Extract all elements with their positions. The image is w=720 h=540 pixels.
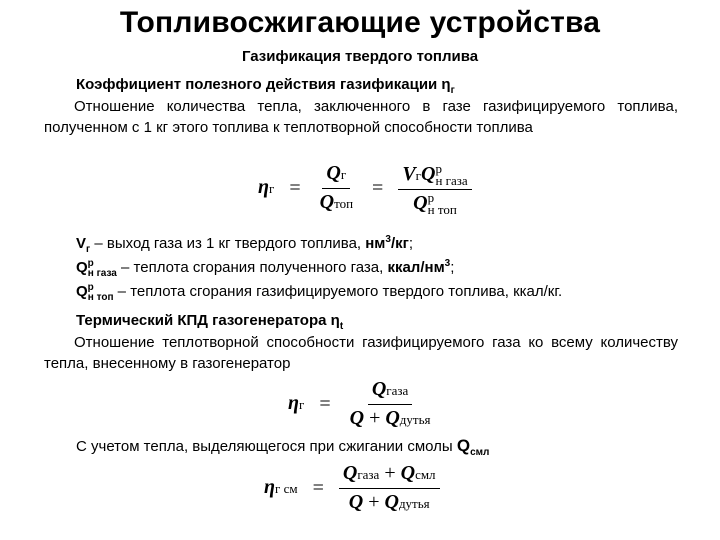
f3-eta-sub: г см (274, 481, 298, 497)
f1-q-fuel-lhv-sub: н топ (427, 202, 457, 218)
def-symbol: V (76, 235, 87, 252)
f2-eta: η (288, 392, 299, 415)
f3-plus-1: + (384, 462, 396, 484)
f3-q-blast: Q (384, 491, 399, 513)
def-text: – теплота сгорания газифицируемого твердого топлива, ккал/кг. (113, 283, 563, 300)
thermal-efficiency-heading-sub: t (339, 321, 344, 332)
f1-q-gas: Q (326, 162, 341, 184)
f2-q-gas: Q (371, 378, 387, 400)
def-symbol-sup: р (87, 282, 94, 293)
f3-q-gas-sub: газа (357, 467, 380, 482)
definition-v-gas (76, 234, 413, 255)
thermal-efficiency-heading-text: Термический КПД газогенератора η (76, 312, 340, 329)
f1-fraction-1 (316, 160, 357, 217)
definition-q-fuel (76, 282, 562, 303)
f1-q-gas-lhv: Q (421, 162, 436, 185)
f1-v-gas-sub: г (415, 167, 421, 183)
tar-heat-note (76, 436, 489, 458)
def-unit-sup: 3 (385, 234, 391, 245)
formula-thermal-efficiency (288, 376, 435, 433)
f1-fraction-2 (398, 161, 471, 216)
tar-heat-symbol-sub: смл (470, 447, 490, 458)
def-symbol-sub: г (86, 244, 91, 255)
def-after: ; (450, 259, 455, 276)
f2-q-blast: Q (385, 407, 400, 429)
thermal-efficiency-definition (44, 332, 678, 374)
thermal-efficiency-heading (76, 312, 343, 332)
f3-q-blast-sub: дутья (398, 496, 430, 511)
f3-q-tar-sub: смл (415, 467, 436, 482)
def-symbol-sub: н газа (87, 268, 117, 279)
def-symbol-sup: р (87, 258, 94, 269)
def-unit: нм (365, 235, 386, 252)
f1-equals-1: = (289, 177, 301, 199)
efficiency-definition (44, 96, 678, 138)
f1-eta: η (258, 176, 269, 199)
formula-gasification-efficiency (258, 160, 472, 217)
f2-q: Q (349, 407, 365, 429)
def-text: – теплота сгорания полученного газа, (116, 259, 388, 276)
efficiency-heading-sub: г (450, 85, 455, 96)
f1-q-fuel-lhv: Q (413, 191, 428, 214)
f1-q-gas-lhv-sub: н газа (435, 173, 468, 189)
f3-q-tar: Q (400, 462, 416, 484)
f2-eta-sub: г (298, 397, 305, 413)
f2-q-blast-sub: дутья (399, 412, 431, 427)
f1-q-fuel-lhv-sup: р (427, 190, 435, 206)
def-after: ; (408, 235, 414, 252)
efficiency-heading-text: Коэффициент полезного действия газификации η (76, 76, 451, 93)
slide-title: Топливосжигающие устройства (119, 6, 601, 39)
def-unit: ккал/нм (387, 259, 445, 276)
f1-q-fuel: Q (319, 191, 335, 213)
slide-subtitle: Газификация твердого топлива (241, 48, 479, 65)
efficiency-definition-text: Отношение количества тепла, заключенного в газе газифицируемого топлива, полученном с 1 кг этого топлива к теплотворной способности топлива (44, 98, 678, 136)
f2-equals: = (319, 393, 331, 415)
f1-q-gas-lhv-sup: р (435, 161, 442, 177)
f1-q-gas-sub: г (340, 167, 347, 182)
def-unit-sup: 3 (444, 258, 451, 269)
def-unit-tail: /кг (390, 235, 409, 252)
def-symbol: Q (76, 259, 88, 276)
formula-efficiency-with-tar (264, 460, 440, 517)
definition-q-gas (76, 258, 454, 279)
def-text: – выход газа из 1 кг твердого топлива, (90, 235, 366, 252)
f1-q-fuel-sub: топ (334, 196, 354, 211)
efficiency-heading (76, 76, 455, 96)
f3-eta: η (264, 476, 275, 499)
def-symbol-sub: н топ (87, 292, 114, 303)
f3-plus-2: + (368, 491, 380, 513)
def-symbol: Q (76, 283, 88, 300)
f1-eta-sub: г (268, 181, 275, 197)
thermal-efficiency-definition-text: Отношение теплотворной способности газифицируемого газа ко всему количеству тепла, внесенному в газогенератор (44, 334, 678, 372)
tar-heat-note-text: С учетом тепла, выделяющегося при сжигании смолы (76, 438, 457, 455)
f2-q-gas-sub: газа (386, 383, 409, 398)
f2-fraction (346, 376, 435, 433)
f3-q-gas: Q (342, 462, 358, 484)
f3-fraction (339, 460, 440, 517)
f3-equals: = (312, 477, 324, 499)
tar-heat-symbol: Q (456, 436, 471, 455)
f1-v-gas: V (402, 162, 416, 185)
f1-equals-2: = (372, 177, 384, 199)
f3-q: Q (348, 491, 364, 513)
f2-plus: + (369, 407, 381, 429)
